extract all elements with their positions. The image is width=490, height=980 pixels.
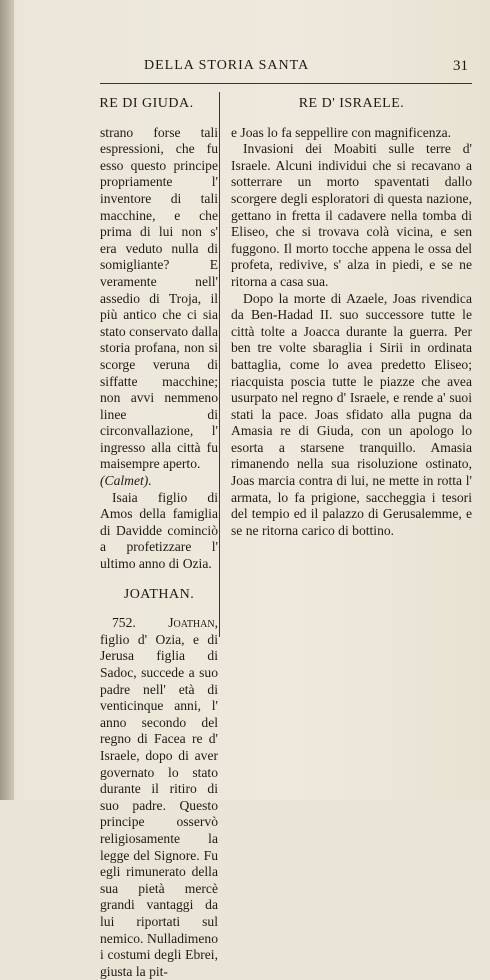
right-column-heading: RE D' ISRAELE.: [298, 96, 405, 111]
running-title: DELLA STORIA SANTA: [144, 58, 310, 73]
page-number: 31: [453, 58, 468, 74]
left-column: [99, 92, 218, 980]
page-spine-shadow: [0, 0, 14, 800]
right-column: [231, 92, 472, 539]
section-name: Joathan: [168, 615, 215, 631]
column-divider: [219, 92, 220, 637]
right-paragraph-2: Invasioni dei Moabiti sulle terre d' Israele. Alcuni individui che si recavano a sotterrare un morto spaventati dallo scorgere degli esploratori di questa nazione, gettano in fretta il cadavere nella tomba di Eliseo, che si trovava colà vicina, e sen fuggono. Il morto tocche appena le ossa del profeta, redivive, s' alza in piedi, e se ne ritorna a casa sua.: [231, 141, 472, 289]
left-column-heading: RE DI GIUDA.: [99, 96, 194, 111]
left-paragraph-3: 752. Joathan, figlio d' Ozia, e di Jerusa figlia di Sadoc, succede a suo padre nell' età di venticinque anni, l' anno secondo del regno di Facea re d' Israele, dopo di aver governato lo stato durante il ritiro di suo padre. Questo principe osservò religiosamente la legge del Signore. Fu egli rimunerato della sua pietà mercè grandi vantaggi da lui riportati sul nemico. Nulladimeno i costumi degli Ebrei, giusta la pit-: [100, 615, 218, 979]
citation: (Calmet).: [100, 473, 152, 489]
left-paragraph-2: Isaia figlio di Amos della famiglia di Davidde cominciò a profetizzare l' ultimo anno di Ozia.: [100, 489, 218, 572]
right-paragraph-3: Dopo la morte di Azaele, Joas rivendica da Ben-Hadad II. suo successore tutte le città tolte a Joacca durante la guerra. Per ben tre volte sbaraglia i Sirii in ordinata battaglia, come lo avea predetto Eliseo; riacquista poscia tutte le piazze che avea usurpato nel regno d' Israele, e rende a' suoi stati la pace. Joas sfidato alla pugna da Amasia re di Giuda, con un apologo lo esorta a starsene tranquillo. Amasia rimanendo nella sua risoluzione ostinato, Joas marcia contra di lui, ne mette in rotta l' armata, lo fa prigione, saccheggia i tesori del tempio ed il palazzo di Gerusalemme, e se ne ritorna carico di bottino.: [231, 290, 472, 538]
section-number: 752.: [112, 615, 136, 631]
left-paragraph-1: strano forse tali espressioni, che fu esso questo principe propriamente l' inventore di tali macchine, e che prima di lui non s' era veduto nulla di somigliante? E veramente nell' assedio di Troja, il più antico che ci sia stato conservato dalla storia profana, non si scorge veruna di siffatte macchine; non avvi nemmeno linee di circonvallazione, l' ingresso alla città fu maisempre aperto. (Calmet).: [100, 124, 218, 489]
header-rule: [100, 83, 472, 84]
page-header: [100, 58, 470, 78]
section-title: JOATHAN.: [123, 586, 195, 602]
right-paragraph-1: e Joas lo fa seppellire con magnificenza.: [231, 124, 452, 140]
